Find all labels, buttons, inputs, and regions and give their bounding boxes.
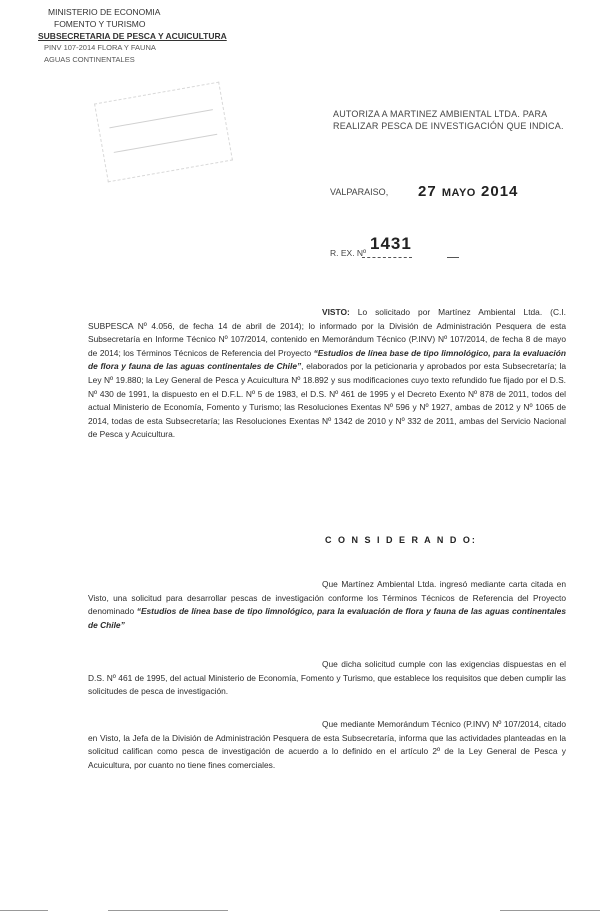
visto-text-2: , elaborados por la peticionaria y aprobados por esta Subsecretaría; la Ley Nº 19.880; la Ley General de Pesca y Acuicultura Nº 18.892 y sus modificaciones cuyo texto refundido fue fijado por el D.S. Nº 430 de 1991, la dispuesto en el D.F.L. Nº 5 de 1983, el D.S. Nº 461 de 1995 y el Decreto Exento Nº 878 de 2011, todos del actual Ministerio de Economía, Fomento y Turismo; las Resoluciones Exentas Nº 596 y Nº 1927, ambas de 2012 y Nº 1065 de 2014, todas de esta Subsecretaría; las Resoluciones Exentas Nº 1342 de 2010 y Nº 332 de 2011, ambas del Servicio Nacional de Pesca y Acuicultura. xyxy=(88,361,566,440)
visto-label: VISTO: xyxy=(322,307,350,317)
footer-rule-right xyxy=(500,910,600,911)
exenta-dash xyxy=(447,257,459,258)
date-month: MAYO xyxy=(441,187,476,199)
reference-subject: AGUAS CONTINENTALES xyxy=(44,55,135,64)
visto-paragraph xyxy=(88,306,566,442)
footer-rule-left xyxy=(0,910,48,911)
considerando-paragraph-3 xyxy=(88,718,566,772)
date-day: 27 xyxy=(418,183,437,200)
considerando-1-project-title: “Estudios de línea base de tipo limnológico, para la evaluación de flora y fauna de las aguas continentales de Chile” xyxy=(88,606,566,630)
letterhead xyxy=(38,6,228,66)
footer-rule-center xyxy=(108,910,228,911)
visto-project-title: “Estudios de línea base de tipo limnológico, para la evaluación de flora y fauna de las aguas continentales de Chile” xyxy=(88,347,566,372)
exenta-underline xyxy=(362,257,412,258)
exenta-label: R. EX. Nº xyxy=(330,248,367,258)
considerando-1-text: Que Martínez Ambiental Ltda. ingresó mediante carta citada en Visto, una solicitud para desarrollar pescas de investigación conforme los Términos Técnicos de Referencia del Proyecto denominado xyxy=(88,579,566,617)
ministry-name: MINISTERIO DE ECONOMIA xyxy=(48,7,161,17)
date-year: 2014 xyxy=(481,183,519,200)
considerando-2-text: Que dicha solicitud cumple con las exigencias dispuestas en el D.S. Nº 461 de 1995, del actual Ministerio de Economía, Fomento y Turismo, que establece los requisitos que deben cumplir las solicitudes de pesca de investigación. xyxy=(88,659,566,697)
considerando-paragraph-1 xyxy=(88,578,566,632)
reference-code: PINV 107-2014 FLORA Y FAUNA xyxy=(44,43,156,52)
document-date xyxy=(418,183,518,200)
considerando-3-text: Que mediante Memorándum Técnico (P.INV) Nº 107/2014, citado en Visto, la Jefa de la División de Administración Pesquera de esta Subsecretaría, informa que las actividades planteadas en la solicitud califican como pesca de investigación de acuerdo a lo definido en el artículo 2º de la Ley General de Pesca y Acuicultura, por cuanto no tiene fines comerciales. xyxy=(88,719,566,770)
document-subject: AUTORIZA A MARTINEZ AMBIENTAL LTDA. PARA REALIZAR PESCA DE INVESTIGACIÓN QUE INDICA. xyxy=(333,109,564,131)
ministry-subname: FOMENTO Y TURISMO xyxy=(54,19,146,29)
considerando-paragraph-2 xyxy=(88,658,566,699)
place-label: VALPARAISO, xyxy=(330,187,389,197)
exenta-number: 1431 xyxy=(370,234,412,253)
faded-stamp-icon xyxy=(94,82,233,183)
visto-text-1: Lo solicitado por Martínez Ambiental Ltda. (C.I. SUBPESCA Nº 4.056, de fecha 14 de abril de 2014); lo informado por la División de Administración Pesquera de esta Subsecretaría en Informe Técnico Nº 107/2014, contenido en Memorándum Técnico (P.INV) Nº 107/2014, de fecha 8 de mayo de 2014; los Términos Técnicos de Referencia del Proyecto xyxy=(88,307,566,358)
subsecretaria-name: SUBSECRETARIA DE PESCA Y ACUICULTURA xyxy=(38,31,227,41)
considerando-heading: C O N S I D E R A N D O: xyxy=(325,535,477,545)
